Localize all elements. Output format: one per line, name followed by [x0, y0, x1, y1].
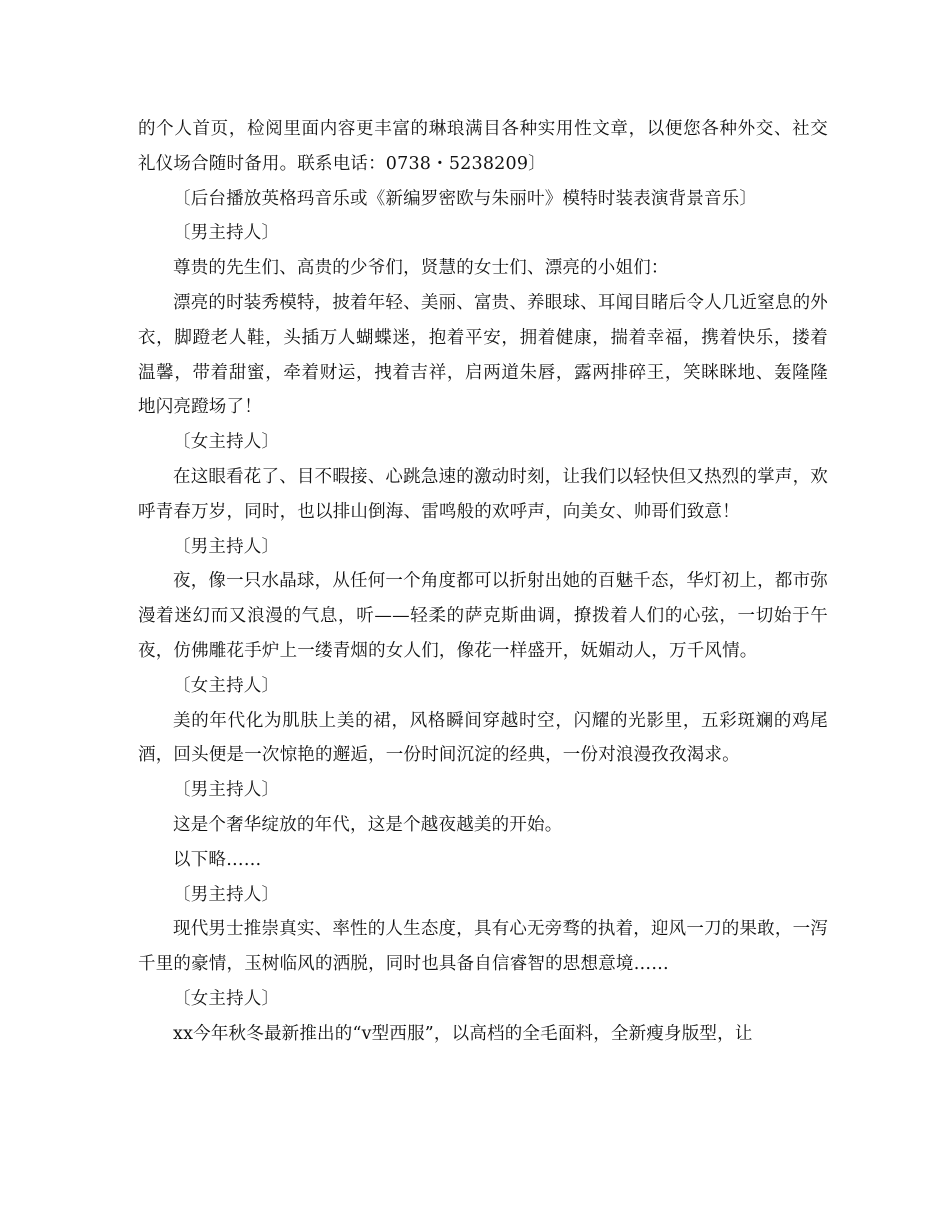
- paragraph-v-suit: xx今年秋冬最新推出的“v型西服”，以高档的全毛面料，全新瘦身版型，让: [173, 1023, 753, 1044]
- speaker-label-female-host: 〔女主持人〕: [173, 988, 280, 1009]
- speaker-label-male-host: 〔男主持人〕: [173, 884, 280, 905]
- paragraph-night-crystal: 夜，像一只水晶球，从任何一个角度都可以折射出她的百魅千态，华灯初上，都市弥漫着迷幻而又浪漫的气息，听——轻柔的萨克斯曲调，撩拨着人们的心弦，一切始于午夜，仿佛雕花手炉上一缕青烟的女人们，像花一样盛开，妩媚动人，万千风情。: [138, 571, 828, 661]
- document-body: [138, 112, 828, 1052]
- paragraph-greeting: 尊贵的先生们、高贵的少爷们，贤慧的女士们、漂亮的小姐们：: [173, 258, 669, 279]
- speaker-label-female-host: 〔女主持人〕: [173, 675, 280, 696]
- speaker-label-female-host: 〔女主持人〕: [173, 432, 280, 453]
- speaker-label-male-host: 〔男主持人〕: [173, 536, 280, 557]
- paragraph-model-entrance: 漂亮的时装秀模特，披着年轻、美丽、富贵、养眼球、耳闻目睹后令人几近窒息的外衣，脚蹬老人鞋，头插万人蝴蝶迷，抱着平安，拥着健康，揣着幸福，携着快乐，搂着温馨，带着甜蜜，牵着财运，拽着吉祥，启两道朱唇，露两排碎王，笑眯眯地、轰隆隆地闪亮蹬场了！: [138, 292, 828, 418]
- paragraph-modern-men: 现代男士推崇真实、率性的人生态度，具有心无旁骛的执着，迎风一刀的果敢，一泻千里的豪情，玉树临风的洒脱，同时也具备自信睿智的思想意境……: [138, 919, 828, 975]
- paragraph-luxury-era: 这是个奢华绽放的年代，这是个越夜越美的开始。: [173, 814, 563, 835]
- paragraph-contact-continuation: 的个人首页，检阅里面内容更丰富的琳琅满目各种实用性文章，以便您各种外交、社交礼仪场合随时备用。联系电话：0738・5238209〕: [138, 119, 828, 174]
- speaker-label-male-host: 〔男主持人〕: [173, 780, 280, 801]
- paragraph-beauty-era: 美的年代化为肌肤上美的裙，风格瞬间穿越时空，闪耀的光影里，五彩斑斓的鸡尾酒，回头便是一次惊艳的邂逅，一份时间沉淀的经典，一份对浪漫孜孜渴求。: [138, 710, 828, 766]
- paragraph-music-note: 〔后台播放英格玛音乐或《新编罗密欧与朱丽叶》模特时装表演背景音乐〕: [173, 188, 758, 209]
- paragraph-omitted: 以下略……: [173, 849, 262, 870]
- paragraph-applause: 在这眼看花了、目不暇接、心跳急速的激动时刻，让我们以轻快但又热烈的掌声，欢呼青春万岁，同时，也以排山倒海、雷鸣般的欢呼声，向美女、帅哥们致意！: [138, 466, 828, 522]
- speaker-label-male-host: 〔男主持人〕: [173, 223, 280, 244]
